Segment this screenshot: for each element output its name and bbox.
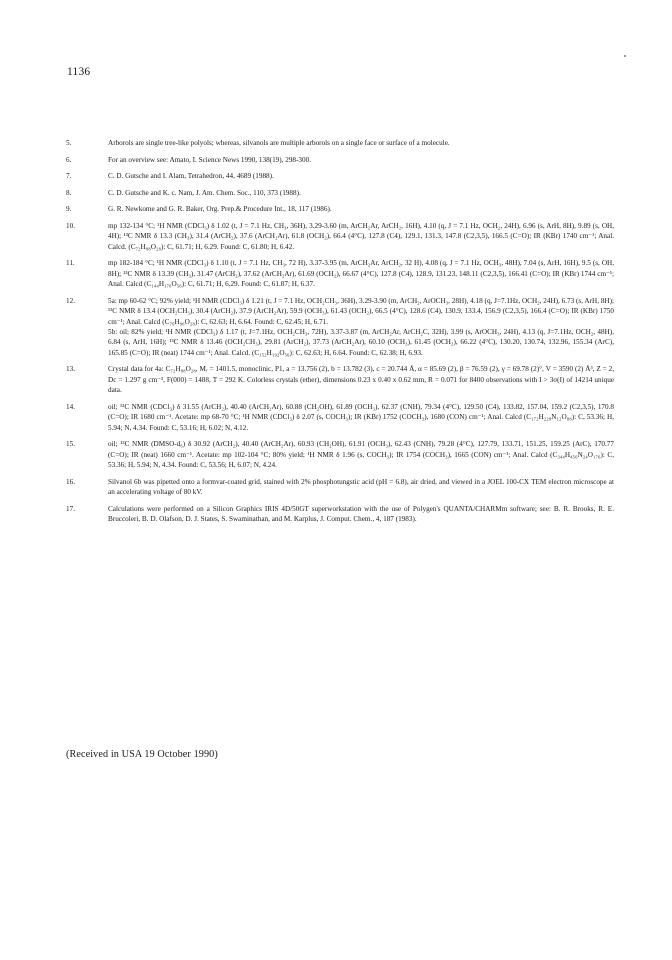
note-number: 11. bbox=[66, 259, 75, 268]
note-5 bbox=[66, 138, 614, 148]
note-number: 15. bbox=[66, 440, 75, 449]
note-14 bbox=[66, 402, 614, 433]
note-11 bbox=[66, 258, 614, 289]
note-6 bbox=[66, 155, 614, 165]
note-17 bbox=[66, 504, 614, 525]
note-16 bbox=[66, 477, 614, 498]
note-number: 9. bbox=[66, 205, 72, 214]
note-number: 6. bbox=[66, 155, 72, 164]
note-7 bbox=[66, 171, 614, 181]
note-number: 7. bbox=[66, 172, 72, 181]
note-10 bbox=[66, 221, 614, 252]
note-number: 8. bbox=[66, 188, 72, 197]
page-number: 1136 bbox=[67, 66, 91, 78]
received-date: (Received in USA 19 October 1990) bbox=[66, 749, 218, 760]
note-13 bbox=[66, 364, 614, 395]
note-text: For an overview see: Amato, I. Science News 1990, 138(19), 298-300. bbox=[108, 155, 312, 164]
note-text: mp 132-134 °C; ¹H NMR (CDCl₃) δ 1.02 (t, J = 7.1 Hz, CH₃, 36H), 3.29-3.60 (m, ArCH₂Ar, ArCH₂, 16H), 4.10 (q, J = 7.1 Hz, OCH₂, 24H), 6.96 (s, ArH, 8H), 9.89 (s, OH, 4H); ¹³C NMR δ 13.3 (CH₃), 31.4 (ArCH₂), 37.6 (ArCH₂Ar), 61.8 (OCH₂), 66.4 (4°C), 127.8 (C4), 129.1, 131.3, 147.8 (C2,3,5), 166.5 (C=O); IR (KBr) 1740 cm⁻¹; Anal. Calcd. (C₇₂H₈₈O₂₈): C, 61.71; H, 6.29. Found: C, 61.80; H, 6.42. bbox=[108, 221, 614, 251]
note-12-part-5b: 5b: oil; 82% yield; ¹H NMR (CDCl₃) δ 1.17 (t, J=7.1Hz, OCH₂CH₃, 72H), 3.37-3.87 (m, ArCH₂Ar, ArCH₂C, 32H), 3.99 (s, ArOCH₃, 24H), 4.13 (q, J=7.1Hz, OCH₂, 48H), 6.84 (s, ArH, 16H); ¹³C NMR δ 13.46 (OCH₂CH₃), 29.81 (ArCH₂), 37.73 (ArCH₂Ar), 60.10 (OCH₃), 61.45 (OCH₂), 66.22 (4°C), 130.20, 130.74, 132.96, 155.34 (ArC), 165.85 (C=O); IR (neat) 1744 cm⁻¹; Anal. Calcd. (C₁₅₂H₁₉₂O₅₆): C, 62.63; H, 6.64. Found: C, 62.38; H, 6.93. bbox=[108, 328, 614, 357]
note-text: Silvanol 6b was pipetted onto a formvar-coated grid, stained with 2% phosphotungstic acid (pH = 6.8), air dried, and viewed in a JOEL 100-CX TEM electron microscope at an accelerating voltage of 80 kV. bbox=[108, 477, 614, 497]
note-12-part-5a: 5a: mp 60-62 °C; 92% yield; ¹H NMR (CDCl₃) δ 1.21 (t, J = 7.1 Hz, OCH₂CH₃, 36H), 3.29-3.90 (m, ArCH₂, ArOCH₃, 28H), 4.18 (q, J=7.1Hz, OCH₂, 24H), 6.73 (s, ArH, 8H); ¹³C NMR δ 13.4 (OCH₂CH₃), 30.4 (ArCH₂), 37.9 (ArCH₂Ar), 59.9 (OCH₃), 61.43 (OCH₂), 66.5 (4°C), 128.6 (C4), 130.9, 133.4, 156.9 (C2,3,5), 166.4 (C=O); IR (KBr) 1750 cm⁻¹; Anal. Calcd (C₇₆H₉₆O₂₈): C, 62.63; H, 6.64. Found: C, 62.45; H, 6.71. bbox=[108, 296, 614, 326]
scan-speck bbox=[624, 55, 626, 57]
note-number: 14. bbox=[66, 402, 75, 411]
note-text: Crystal data for 4a: C₇₂H₈₈O₂₈, Mᵣ = 1401.5, monoclinic, P1, a = 13.756 (2), b = 13.782 (3), c = 20.744 Å, α = 85.69 (2), β = 76.59 (2), γ = 69.78 (2)°, V = 3590 (2) Å³, Z = 2, Dc = 1.297 g cm⁻³, F(000) = 1488, T = 292 K. Colorless crystals (ether), dimensions 0.23 x 0.40 x 0.62 mm, R = 0.071 for 8400 observations with I > 3σ(I) of 14214 unique data. bbox=[108, 365, 614, 395]
note-9 bbox=[66, 204, 614, 214]
note-15 bbox=[66, 439, 614, 470]
note-number: 5. bbox=[66, 139, 72, 147]
note-12 bbox=[66, 296, 614, 358]
note-text bbox=[108, 296, 614, 358]
notes-list bbox=[66, 138, 614, 531]
note-number: 12. bbox=[66, 296, 75, 305]
note-text: C. D. Gutsche and I. Alam, Tetrahedron, 44, 4689 (1988). bbox=[108, 172, 274, 181]
note-text: Calculations were performed on a Silicon Graphics IRIS 4D/50GT superworkstation with the use of Polygen's QUANTA/CHARMm software; see: B. R. Brooks, R. E. Bruccoleri, B. D. Olafson, D. J. States, S. Swaminathan, and M. Karplus, J. Comput. Chem., 4, 187 (1983). bbox=[108, 504, 614, 524]
note-number: 16. bbox=[66, 477, 75, 486]
note-number: 10. bbox=[66, 221, 75, 230]
note-number: 17. bbox=[66, 504, 75, 513]
note-text: Arborols are single tree-like polyols; whereas, silvanols are multiple arborols on a single face or surface of a molecule. bbox=[108, 139, 450, 147]
note-number: 13. bbox=[66, 365, 75, 374]
note-text: G. R. Newkome and G. R. Baker, Org. Prep.& Procedure Int., 18, 117 (1986). bbox=[108, 205, 332, 214]
note-8 bbox=[66, 188, 614, 198]
note-text: C. D. Gutsche and K. c. Nam, J. Am. Chem. Soc., 110, 373 (1988). bbox=[108, 188, 301, 197]
note-text: oil; ¹³C NMR (CDCl₃) δ 31.55 (ArCH₂), 40.40 (ArCH₂Ar), 60.88 (CH₂OH), 61.89 (OCH₃), 62.37 (CNH), 79.34 (4°C), 129.50 (C4), 133.82, 157.04, 159.2 (C2,3,5), 170.8 (C=O); IR 1680 cm⁻¹. Acetate: mp 68-70 °C; ¹H NMR (CDCl₃) δ 2.07 (s, COCH₃); IR (KBr) 1752 (COCH₃), 1680 (CON) cm⁻¹; Anal. Calcd (C₁₇₂H₂₂₈N₁₂O₈₈): C, 53.36; H, 5.94; N, 4.34. Found: C, 53.16; H, 6.02; N, 4.12. bbox=[108, 402, 614, 432]
note-text: oil; ¹³C NMR (DMSO-d₆) δ 30.92 (ArCH₂), 40.40 (ArCH₂Ar), 60.93 (CH₂OH), 61.91 (OCH₃), 62.43 (CNH), 79.28 (4°C), 127.79, 133.71, 151.25, 159.25 (ArC), 170.77 (C=O); IR (neat) 1660 cm⁻¹. Acetate: mp 102-104 °C; 80% yield; ¹H NMR δ 1.96 (s, COCH₃); IR 1754 (COCH₃), 1665 (CON) cm⁻¹; Anal. Calcd (C₃₄₄H₄₅₆N₂₄O₁₇₆): C, 53.36; H, 5.94; N, 4.34. Found: C, 53.56; H, 6.07; N, 4.24. bbox=[108, 440, 614, 470]
note-text: mp 182-184 °C; ¹H NMR (CDCl₃) δ 1.10 (t, J = 7.1 Hz, CH₃, 72 H), 3.37-3.95 (m, ArCH₂Ar, ArCH₂, 32 H), 4.08 (q, J = 7.1 Hz, OCH₃, 48H), 7.04 (s, ArH, 16H), 9.5 (s, OH, 8H); ¹³C NMR δ 13.39 (CH₃), 31.47 (ArCH₂), 37.62 (ArCH₂Ar), 61.69 (OCH₂), 66.67 (4°C), 127.8 (C4), 128.9, 131.23, 148.11 (C2,3,5), 166.41 (C=O); IR (KBr) 1744 cm⁻¹; Anal. Calcd (C₁₄₄H₁₇₆O₅₆): C, 61.71; H, 6.29. Found: C, 61.87; H, 6.37. bbox=[108, 259, 614, 289]
